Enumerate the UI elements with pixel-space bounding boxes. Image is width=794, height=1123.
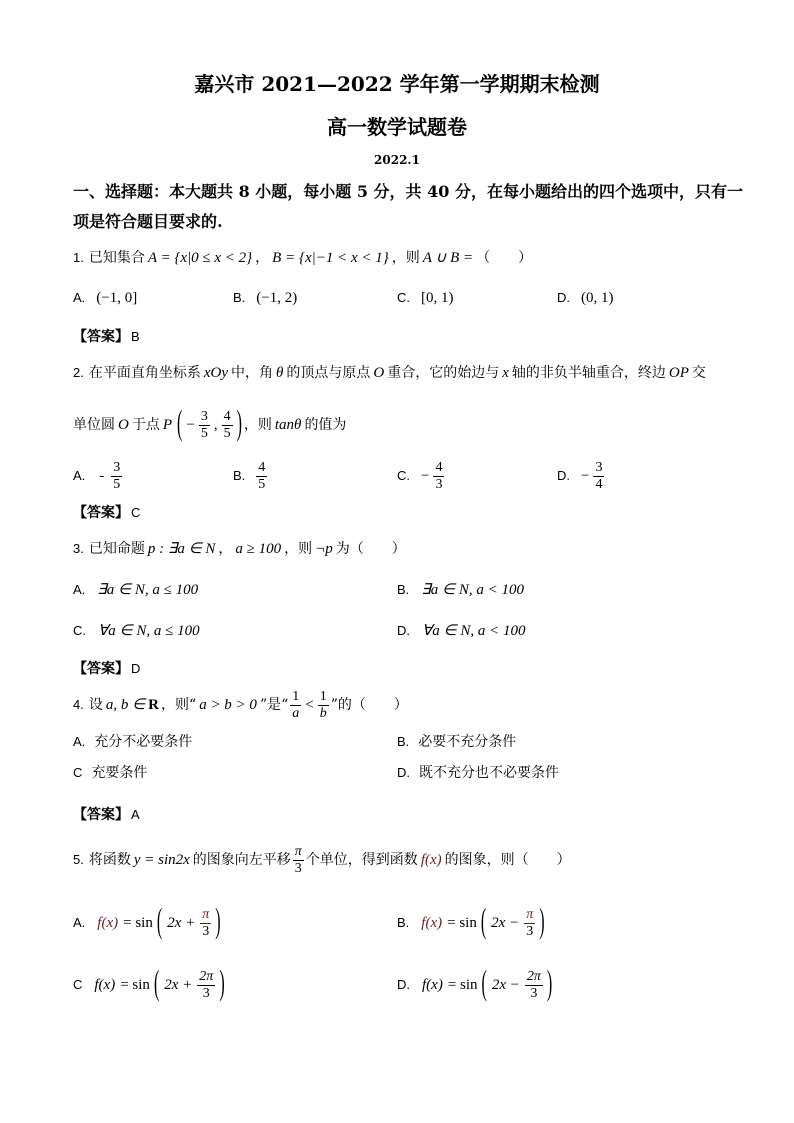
q1-option-a [73,288,139,308]
q4-answer [73,805,140,825]
option-label: C [73,765,83,780]
option-value: 充分不必要条件 [94,734,193,750]
fraction [197,969,215,1002]
minus-sign: − [581,468,590,484]
numerator: 2π [526,968,541,984]
denominator: a [292,705,300,721]
q5-option-a [73,901,223,945]
stem-text: 个单位，得到函数 [305,852,418,868]
equals-sin: = sin [120,977,150,993]
option-value: (−1, 2) [256,290,298,306]
numerator: π [202,906,210,922]
right-paren: ) [546,965,553,1003]
argument-expression: 2x + [164,977,193,993]
numerator: 1 [292,688,300,704]
fraction [318,689,329,722]
option-label: C [73,977,83,992]
fraction [524,907,535,940]
question-2-stem-line-2 [73,403,346,447]
function-f-of-x: f(x) [94,977,116,993]
fraction [111,460,122,493]
option-label: D. [397,977,410,992]
q1-answer [73,327,140,347]
stem-text: 将函数 [88,852,131,868]
angle-theta: θ [276,365,284,381]
denominator: 3 [435,476,443,492]
answer-value: B [131,329,140,344]
stem-text: ”的（ ） [330,697,408,713]
denominator: b [319,705,327,721]
option-label: A. [73,468,86,483]
answer-label: 【答案】 [73,329,129,345]
stem-text: 交 [691,365,706,381]
equals-sin: = sin [123,915,153,931]
stem-text: 设 [88,697,103,713]
section-heading-line-1: 一、选择题：本大题共 8 小题，每小题 5 分，共 40 分，在每小题给出的四个选项中，只有一 [73,182,743,201]
question-2-stem-line-1 [73,363,706,383]
answer-label: 【答案】 [73,807,129,823]
stem-text: ，则 [284,541,313,557]
stem-text: 于点 [131,417,160,433]
denominator: 5 [200,425,208,441]
denominator: 5 [258,476,266,492]
denominator: 3 [526,923,534,939]
right-paren: ) [539,903,545,941]
stem-text: ”是“ [259,697,289,713]
fraction [290,689,301,722]
question-number: 5. [73,852,84,867]
q1-option-d [557,288,616,308]
numerator: π [526,906,534,922]
option-value: (−1, 0] [96,290,138,306]
exam-subtitle: 高一数学试题卷 [327,115,467,139]
option-label: A. [73,734,86,749]
question-number: 1. [73,250,84,265]
stem-text: 重合，它的始边与 [387,365,500,381]
numerator: π [294,843,302,859]
stem-text: ， [218,541,233,557]
numerator: 4 [258,459,266,475]
left-paren: ( [480,903,487,941]
stem-text: 的顶点与原点 [286,365,371,381]
minus-sign: - [99,468,105,484]
option-value: ∃a ∈ N, a < 100 [421,582,524,598]
q3-option-d [397,621,528,641]
fraction [525,969,543,1002]
denominator: 5 [113,476,121,492]
equals-sin: = sin [447,977,478,993]
q2-option-d [557,454,606,498]
x-axis-symbol: x [502,365,509,381]
right-paren: ) [215,903,221,941]
option-label: B. [397,915,410,930]
option-label: A. [73,582,86,597]
denominator: 3 [294,860,302,876]
negation-p: ¬p [315,541,333,557]
stem-text: ，则“ [161,697,197,713]
origin-o: O [373,365,385,381]
q1-option-c [397,288,456,308]
section-heading-line-2: 项是符合题目要求的. [73,212,223,231]
exam-title: 嘉兴市 2021—2022 学年第一学期期末检测 [194,72,600,96]
question-4-stem [73,683,408,727]
fraction [200,907,211,940]
q3-option-a [73,580,201,600]
q5-option-d [397,963,554,1007]
denominator: 5 [223,425,231,441]
option-value: ∃a ∈ N, a ≤ 100 [97,582,199,598]
comma: , [213,417,218,433]
ray-op: OP [668,365,689,381]
stem-text: 中，角 [231,365,273,381]
right-paren: ) [236,405,242,443]
real-numbers-symbol: R [148,697,160,713]
point-p: P [162,417,173,433]
option-label: D. [397,765,410,780]
numerator: 2π [199,968,214,984]
numerator: 3 [200,408,208,424]
option-label: D. [557,290,570,305]
minus-sign: − [421,468,430,484]
option-label: B. [233,290,246,305]
numerator: 3 [595,459,603,475]
answer-value: C [131,505,141,520]
fraction [256,460,267,493]
fraction [293,844,304,877]
numerator: 4 [223,408,231,424]
denominator: 3 [530,985,538,1001]
option-value: 必要不充分条件 [418,734,517,750]
answer-value: A [131,807,140,822]
q2-option-b [233,454,269,498]
option-label: C. [397,290,410,305]
fraction [199,409,210,442]
question-number: 2. [73,365,84,380]
option-value: ∀a ∈ N, a < 100 [422,623,526,639]
function-f-of-x: f(x) [421,915,443,931]
option-label: A. [73,290,86,305]
q2-option-a [73,454,124,498]
question-3-stem [73,539,406,559]
option-label: D. [557,468,570,483]
fraction [433,460,444,493]
set-b-expression: B = {x|−1 < x < 1} [272,250,389,266]
option-value: [0, 1) [421,290,454,306]
stem-text: 单位圆 [73,417,115,433]
option-label: B. [397,582,410,597]
minus-sign: − [186,417,195,433]
stem-text: 轴的非负半轴重合，终边 [511,365,666,381]
option-label: C. [73,623,86,638]
circle-o: O [118,417,129,433]
option-label: A. [73,915,86,930]
coordinate-system: xOy [203,365,228,381]
numerator: 4 [435,459,443,475]
variables-ab: a, b ∈ [105,697,146,713]
option-value: ∀a ∈ N, a ≤ 100 [98,623,200,639]
stem-text: ，则 [243,417,272,433]
function-f-of-x: f(x) [97,915,119,931]
exam-date: 2022.1 [374,153,420,167]
answer-label: 【答案】 [73,661,129,677]
left-paren: ( [481,965,487,1003]
q4-option-d [397,763,559,783]
set-a-expression: A = {x|0 ≤ x < 2} [147,250,253,266]
q2-answer [73,503,140,523]
q3-option-c [73,621,203,641]
union-expression: A ∪ B = [422,250,474,266]
q2-option-c [397,454,446,498]
answer-blank: 的图象，则（ ） [444,852,571,868]
question-5-stem [73,838,571,882]
option-value: 充要条件 [91,765,148,781]
argument-expression: 2x − [491,915,520,931]
argument-expression: 2x + [167,915,196,931]
tan-theta: tanθ [274,417,302,433]
stem-text: 在平面直角坐标系 [88,365,201,381]
less-than-sign: < [305,697,314,713]
q4-option-c [73,763,147,783]
option-value: (0, 1) [581,290,614,306]
q5-option-b [397,901,547,945]
proposition-condition: a ≥ 100 [235,541,282,557]
q1-option-b [233,288,299,308]
function-expression: y = sin2x [133,852,190,868]
q3-option-b [397,580,527,600]
fraction [593,460,604,493]
denominator: 3 [202,985,210,1001]
proposition-p: p : ∃a ∈ N [147,541,216,557]
function-f-of-x: f(x) [420,852,442,868]
q4-option-b [397,732,516,752]
answer-blank: 为（ ） [335,541,406,557]
q5-option-c [73,963,227,1007]
left-paren: ( [153,965,160,1003]
q4-option-a [73,732,192,752]
stem-text: 已知命题 [88,541,145,557]
q3-answer [73,659,140,679]
right-paren: ) [219,965,225,1003]
answer-value: D [131,661,141,676]
question-number: 3. [73,541,84,556]
numerator: 3 [113,459,121,475]
option-label: C. [397,468,410,483]
stem-text: ，则 [391,250,420,266]
equals-sin: = sin [447,915,477,931]
option-value: 既不充分也不必要条件 [419,765,559,781]
fraction [222,409,233,442]
stem-text: ， [255,250,270,266]
stem-text: 的值为 [304,417,347,433]
argument-expression: 2x − [491,977,520,993]
question-1-stem [73,248,532,268]
option-label: D. [397,623,410,638]
denominator: 4 [595,476,603,492]
answer-label: 【答案】 [73,505,129,521]
left-paren: ( [156,903,163,941]
option-label: B. [233,468,246,483]
condition-inequality: a > b > 0 [199,697,257,713]
question-number: 4. [73,697,84,712]
numerator: 1 [319,688,327,704]
answer-blank: （ ） [476,250,533,266]
stem-text: 的图象向左平移 [192,852,291,868]
option-label: B. [397,734,410,749]
denominator: 3 [202,923,210,939]
stem-text: 已知集合 [88,250,145,266]
function-f-of-x: f(x) [422,977,443,993]
left-paren: ( [177,405,183,443]
